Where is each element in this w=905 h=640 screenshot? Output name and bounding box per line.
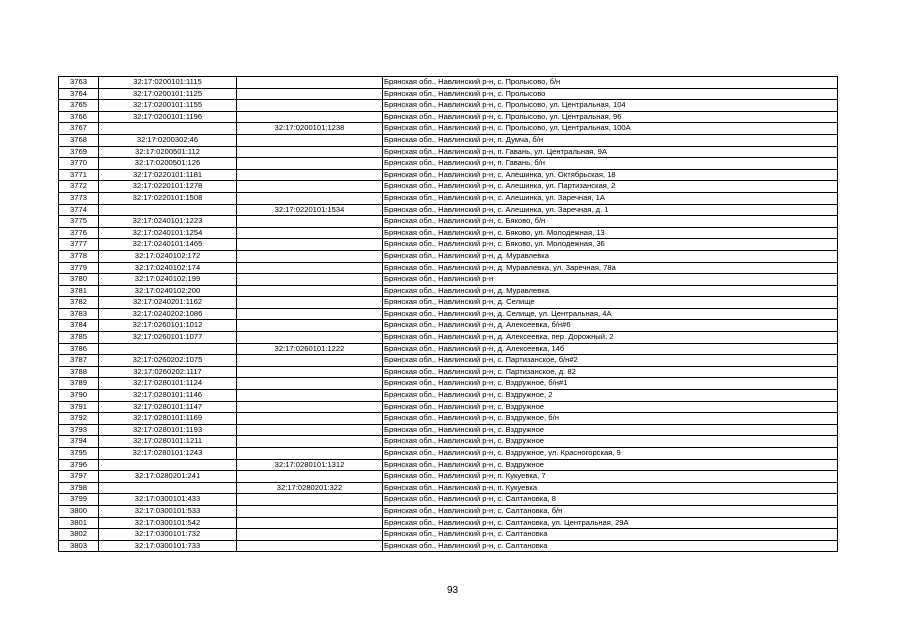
cadastral-number-cell: 32:17:0220101:1508: [99, 192, 237, 204]
cadastral-number-alt-cell: 32:17:0220101:1534: [237, 204, 383, 216]
cadastral-number-cell: 32:17:0260202:1117: [99, 366, 237, 378]
address-cell: Брянская обл., Навлинский р-н, д. Муравлевка, ул. Заречная, 78а: [383, 262, 838, 274]
cadastral-number-cell: 32:17:0280101:1243: [99, 448, 237, 460]
row-number-cell: 3775: [59, 216, 99, 228]
table-row: [59, 204, 838, 216]
row-number-cell: 3797: [59, 471, 99, 483]
cadastral-number-cell: 32:17:0280101:1211: [99, 436, 237, 448]
row-number-cell: 3773: [59, 192, 99, 204]
table-row: [59, 436, 838, 448]
row-number-cell: 3800: [59, 505, 99, 517]
row-number-cell: 3765: [59, 100, 99, 112]
table-row: [59, 181, 838, 193]
table-row: [59, 320, 838, 332]
cadastral-number-alt-cell: [237, 158, 383, 170]
cadastral-number-cell: 32:17:0220101:1278: [99, 181, 237, 193]
row-number-cell: 3798: [59, 482, 99, 494]
address-cell: Брянская обл., Навлинский р-н, с. Партизанское, б/н#2: [383, 355, 838, 367]
address-cell: Брянская обл., Навлинский р-н, с. Вздружное, б/н: [383, 413, 838, 425]
row-number-cell: 3780: [59, 274, 99, 286]
cadastral-number-cell: 32:17:0240102:172: [99, 250, 237, 262]
address-cell: Брянская обл., Навлинский р-н, с. Вздружное: [383, 424, 838, 436]
cadastral-number-cell: 32:17:0200501:126: [99, 158, 237, 170]
address-cell: Брянская обл., Навлинский р-н, д. Алексеевка, пер. Дорожный, 2: [383, 332, 838, 344]
address-cell: Брянская обл., Навлинский р-н, с. Алешинка, ул. Заречная, д. 1: [383, 204, 838, 216]
table-row: [59, 146, 838, 158]
table-row: [59, 297, 838, 309]
address-cell: Брянская обл., Навлинский р-н: [383, 274, 838, 286]
cadastral-number-cell: 32:17:0260101:1012: [99, 320, 237, 332]
cadastral-number-alt-cell: [237, 366, 383, 378]
table-row: [59, 123, 838, 135]
row-number-cell: 3778: [59, 250, 99, 262]
property-register-table: [58, 76, 838, 552]
address-cell: Брянская обл., Навлинский р-н, с. Алешинка, ул. Партизанская, 2: [383, 181, 838, 193]
address-cell: Брянская обл., Навлинский р-н, п. Кукуевка: [383, 482, 838, 494]
address-cell: Брянская обл., Навлинский р-н, д. Селище: [383, 297, 838, 309]
row-number-cell: 3793: [59, 424, 99, 436]
row-number-cell: 3779: [59, 262, 99, 274]
table-row: [59, 471, 838, 483]
table-row: [59, 459, 838, 471]
address-cell: Брянская обл., Навлинский р-н, с. Пролысово, ул. Центральная, 96: [383, 111, 838, 123]
table-row: [59, 413, 838, 425]
row-number-cell: 3789: [59, 378, 99, 390]
table-row: [59, 134, 838, 146]
cadastral-number-cell: 32:17:0280101:1146: [99, 390, 237, 402]
cadastral-number-alt-cell: [237, 297, 383, 309]
cadastral-number-cell: 32:17:0280101:1169: [99, 413, 237, 425]
cadastral-number-alt-cell: [237, 355, 383, 367]
cadastral-number-alt-cell: [237, 192, 383, 204]
cadastral-number-alt-cell: [237, 505, 383, 517]
row-number-cell: 3795: [59, 448, 99, 460]
cadastral-number-alt-cell: [237, 308, 383, 320]
row-number-cell: 3783: [59, 308, 99, 320]
table-row: [59, 308, 838, 320]
table-row: [59, 390, 838, 402]
address-cell: Брянская обл., Навлинский р-н, д. Алексеевка, б/н#6: [383, 320, 838, 332]
address-cell: Брянская обл., Навлинский р-н, п. Кукуевка, 7: [383, 471, 838, 483]
table-row: [59, 274, 838, 286]
address-cell: Брянская обл., Навлинский р-н, с. Салтановка: [383, 529, 838, 541]
cadastral-number-alt-cell: [237, 227, 383, 239]
cadastral-number-alt-cell: [237, 111, 383, 123]
address-cell: Брянская обл., Навлинский р-н, с. Вздружное, ул. Красногорская, 9: [383, 448, 838, 460]
table-row: [59, 262, 838, 274]
row-number-cell: 3802: [59, 529, 99, 541]
address-cell: Брянская обл., Навлинский р-н, д. Алексеевка, 14б: [383, 343, 838, 355]
address-cell: Брянская обл., Навлинский р-н, с. Вздружное: [383, 459, 838, 471]
table-row: [59, 250, 838, 262]
row-number-cell: 3771: [59, 169, 99, 181]
table-row: [59, 540, 838, 552]
cadastral-number-cell: 32:17:0300101:542: [99, 517, 237, 529]
cadastral-number-cell: 32:17:0200101:1155: [99, 100, 237, 112]
cadastral-number-alt-cell: [237, 181, 383, 193]
cadastral-number-alt-cell: 32:17:0200101:1238: [237, 123, 383, 135]
cadastral-number-alt-cell: [237, 274, 383, 286]
cadastral-number-alt-cell: [237, 529, 383, 541]
table-row: [59, 424, 838, 436]
address-cell: Брянская обл., Навлинский р-н, д. Селище, ул. Центральная, 4А: [383, 308, 838, 320]
cadastral-number-alt-cell: [237, 134, 383, 146]
cadastral-number-alt-cell: [237, 471, 383, 483]
table-row: [59, 77, 838, 89]
table-row: [59, 448, 838, 460]
cadastral-number-alt-cell: [237, 285, 383, 297]
cadastral-number-alt-cell: 32:17:0260101:1222: [237, 343, 383, 355]
table-row: [59, 494, 838, 506]
cadastral-number-cell: 32:17:0220101:1181: [99, 169, 237, 181]
cadastral-number-alt-cell: [237, 169, 383, 181]
cadastral-number-alt-cell: [237, 88, 383, 100]
page-number: 93: [446, 585, 459, 596]
table-row: [59, 285, 838, 297]
row-number-cell: 3784: [59, 320, 99, 332]
table-row: [59, 366, 838, 378]
address-cell: Брянская обл., Навлинский р-н, с. Партизанское, д. 82: [383, 366, 838, 378]
row-number-cell: 3782: [59, 297, 99, 309]
table-row: [59, 239, 838, 251]
row-number-cell: 3776: [59, 227, 99, 239]
table-row: [59, 378, 838, 390]
address-cell: Брянская обл., Навлинский р-н, с. Алешинка, ул. Октябрьская, 18: [383, 169, 838, 181]
cadastral-number-alt-cell: [237, 448, 383, 460]
cadastral-number-cell: [99, 343, 237, 355]
table-row: [59, 88, 838, 100]
address-cell: Брянская обл., Навлинский р-н, с. Пролысово, б/н: [383, 77, 838, 89]
address-cell: Брянская обл., Навлинский р-н, с. Вздружное, б/н#1: [383, 378, 838, 390]
table-row: [59, 355, 838, 367]
cadastral-number-alt-cell: [237, 540, 383, 552]
cadastral-number-cell: [99, 123, 237, 135]
row-number-cell: 3781: [59, 285, 99, 297]
table-row: [59, 100, 838, 112]
row-number-cell: 3803: [59, 540, 99, 552]
cadastral-number-cell: 32:17:0240102:174: [99, 262, 237, 274]
table-row: [59, 216, 838, 228]
table-row: [59, 111, 838, 123]
cadastral-number-cell: 32:17:0240102:200: [99, 285, 237, 297]
table-row: [59, 482, 838, 494]
cadastral-number-alt-cell: [237, 239, 383, 251]
address-cell: Брянская обл., Навлинский р-н, с. Бяково, ул. Молодежная, 13: [383, 227, 838, 239]
cadastral-number-alt-cell: [237, 378, 383, 390]
row-number-cell: 3772: [59, 181, 99, 193]
cadastral-number-cell: 32:17:0280101:1124: [99, 378, 237, 390]
cadastral-number-cell: [99, 459, 237, 471]
cadastral-number-cell: 32:17:0300101:433: [99, 494, 237, 506]
row-number-cell: 3769: [59, 146, 99, 158]
cadastral-number-alt-cell: [237, 100, 383, 112]
table-row: [59, 192, 838, 204]
address-cell: Брянская обл., Навлинский р-н, с. Салтановка, б/н: [383, 505, 838, 517]
address-cell: Брянская обл., Навлинский р-н, с. Вздружное, 2: [383, 390, 838, 402]
row-number-cell: 3767: [59, 123, 99, 135]
address-cell: Брянская обл., Навлинский р-н, с. Вздружное: [383, 436, 838, 448]
address-cell: Брянская обл., Навлинский р-н, д. Муравлевка: [383, 250, 838, 262]
cadastral-number-cell: 32:17:0240101:1465: [99, 239, 237, 251]
cadastral-number-cell: 32:17:0280201:241: [99, 471, 237, 483]
address-cell: Брянская обл., Навлинский р-н, п. Гавань, б/н: [383, 158, 838, 170]
address-cell: Брянская обл., Навлинский р-н, с. Салтановка, ул. Центральная, 29А: [383, 517, 838, 529]
address-cell: Брянская обл., Навлинский р-н, д. Муравлевка: [383, 285, 838, 297]
row-number-cell: 3785: [59, 332, 99, 344]
address-cell: Брянская обл., Навлинский р-н, п. Гавань, ул. Центральная, 9А: [383, 146, 838, 158]
row-number-cell: 3796: [59, 459, 99, 471]
cadastral-number-alt-cell: [237, 332, 383, 344]
cadastral-number-alt-cell: [237, 517, 383, 529]
cadastral-number-alt-cell: [237, 216, 383, 228]
cadastral-number-cell: [99, 482, 237, 494]
cadastral-number-cell: 32:17:0200302:46: [99, 134, 237, 146]
cadastral-number-alt-cell: [237, 413, 383, 425]
cadastral-number-cell: 32:17:0240202:1086: [99, 308, 237, 320]
table-row: [59, 529, 838, 541]
cadastral-number-alt-cell: [237, 146, 383, 158]
row-number-cell: 3794: [59, 436, 99, 448]
cadastral-number-alt-cell: [237, 436, 383, 448]
address-cell: Брянская обл., Навлинский р-н, с. Бяково, б/н: [383, 216, 838, 228]
row-number-cell: 3790: [59, 390, 99, 402]
row-number-cell: 3777: [59, 239, 99, 251]
cadastral-number-cell: 32:17:0240102:199: [99, 274, 237, 286]
address-cell: Брянская обл., Навлинский р-н, с. Вздружное: [383, 401, 838, 413]
row-number-cell: 3766: [59, 111, 99, 123]
address-cell: Брянская обл., Навлинский р-н, с. Салтановка: [383, 540, 838, 552]
row-number-cell: 3770: [59, 158, 99, 170]
address-cell: Брянская обл., Навлинский р-н, с. Пролысово, ул. Центральная, 104: [383, 100, 838, 112]
address-cell: Брянская обл., Навлинский р-н, с. Пролысово, ул. Центральная, 100А: [383, 123, 838, 135]
cadastral-number-alt-cell: [237, 320, 383, 332]
row-number-cell: 3768: [59, 134, 99, 146]
row-number-cell: 3791: [59, 401, 99, 413]
cadastral-number-cell: 32:17:0300101:732: [99, 529, 237, 541]
cadastral-number-alt-cell: [237, 77, 383, 89]
cadastral-number-cell: 32:17:0280101:1147: [99, 401, 237, 413]
cadastral-number-alt-cell: 32:17:0280201:322: [237, 482, 383, 494]
table-row: [59, 401, 838, 413]
table-row: [59, 517, 838, 529]
table-row: [59, 227, 838, 239]
address-cell: Брянская обл., Навлинский р-н, с. Бяково, ул. Молодежная, 36: [383, 239, 838, 251]
cadastral-number-cell: 32:17:0200101:1115: [99, 77, 237, 89]
row-number-cell: 3787: [59, 355, 99, 367]
cadastral-number-cell: 32:17:0240201:1162: [99, 297, 237, 309]
row-number-cell: 3788: [59, 366, 99, 378]
table-row: [59, 343, 838, 355]
cadastral-number-cell: 32:17:0300101:733: [99, 540, 237, 552]
cadastral-number-alt-cell: [237, 390, 383, 402]
address-cell: Брянская обл., Навлинский р-н, с. Салтановка, 8: [383, 494, 838, 506]
row-number-cell: 3774: [59, 204, 99, 216]
cadastral-number-alt-cell: [237, 424, 383, 436]
table-row: [59, 158, 838, 170]
row-number-cell: 3792: [59, 413, 99, 425]
table-row: [59, 332, 838, 344]
row-number-cell: 3763: [59, 77, 99, 89]
table-row: [59, 505, 838, 517]
cadastral-number-alt-cell: [237, 401, 383, 413]
address-cell: Брянская обл., Навлинский р-н, с. Алешинка, ул. Заречная, 1А: [383, 192, 838, 204]
cadastral-number-alt-cell: 32:17:0280101:1312: [237, 459, 383, 471]
cadastral-number-alt-cell: [237, 262, 383, 274]
row-number-cell: 3764: [59, 88, 99, 100]
register-table-body: [59, 77, 838, 552]
cadastral-number-cell: 32:17:0280101:1193: [99, 424, 237, 436]
cadastral-number-cell: 32:17:0200101:1196: [99, 111, 237, 123]
cadastral-number-cell: 32:17:0200501:112: [99, 146, 237, 158]
address-cell: Брянская обл., Навлинский р-н, с. Пролысово: [383, 88, 838, 100]
cadastral-number-cell: [99, 204, 237, 216]
row-number-cell: 3786: [59, 343, 99, 355]
address-cell: Брянская обл., Навлинский р-н, п. Думча, б/н: [383, 134, 838, 146]
row-number-cell: 3801: [59, 517, 99, 529]
cadastral-number-alt-cell: [237, 494, 383, 506]
cadastral-number-cell: 32:17:0240101:1223: [99, 216, 237, 228]
cadastral-number-cell: 32:17:0300101:533: [99, 505, 237, 517]
cadastral-number-alt-cell: [237, 250, 383, 262]
cadastral-number-cell: 32:17:0240101:1254: [99, 227, 237, 239]
cadastral-number-cell: 32:17:0260202:1075: [99, 355, 237, 367]
row-number-cell: 3799: [59, 494, 99, 506]
table-row: [59, 169, 838, 181]
cadastral-number-cell: 32:17:0260101:1077: [99, 332, 237, 344]
cadastral-number-cell: 32:17:0200101:1125: [99, 88, 237, 100]
